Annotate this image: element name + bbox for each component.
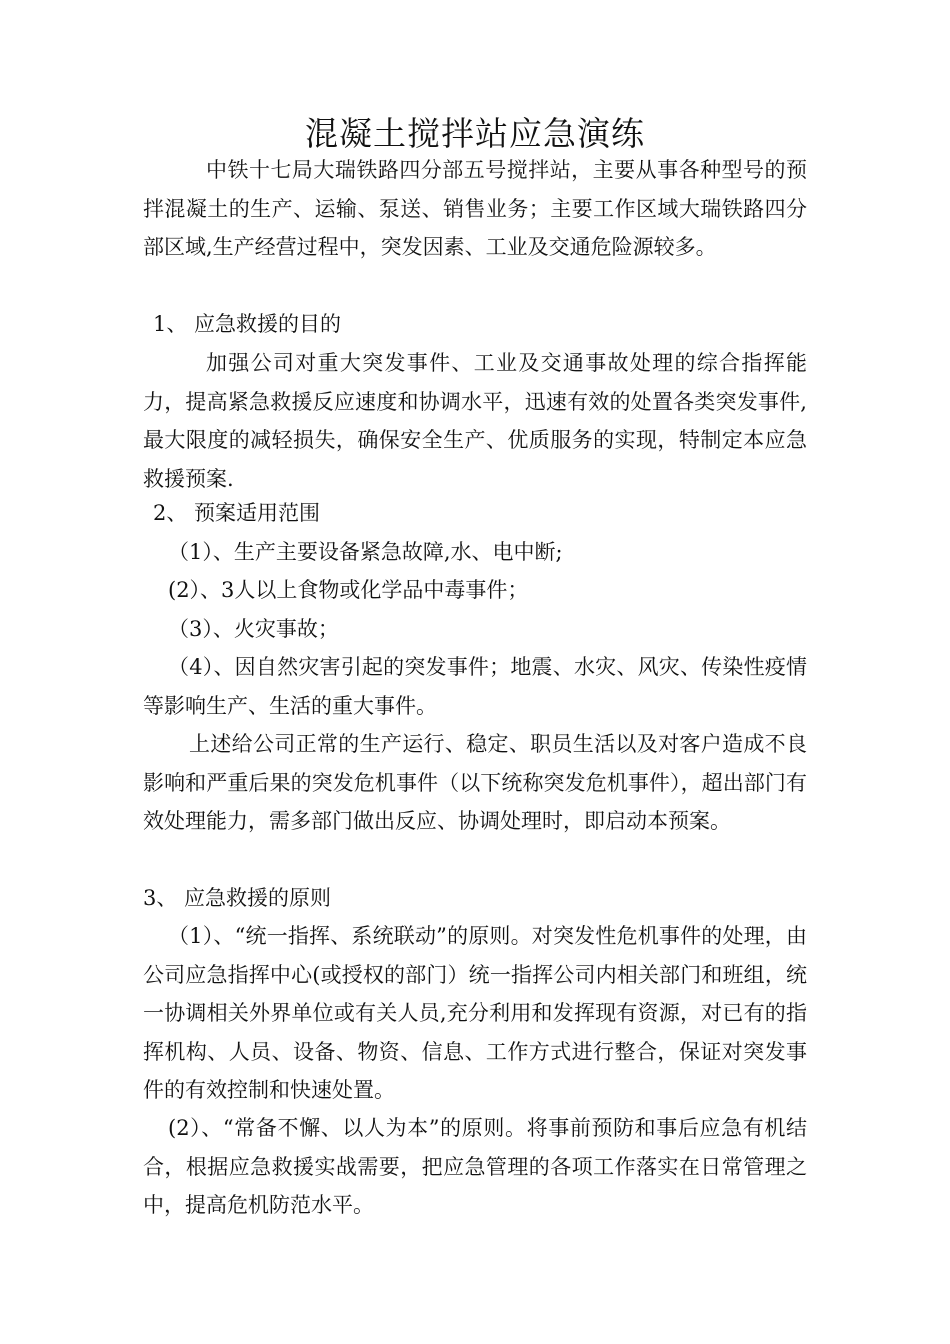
intro-paragraph: 中铁十七局大瑞铁路四分部五号搅拌站，主要从事各种型号的预拌混凝土的生产、运输、泵送、销售业务；主要工作区域大瑞铁路四分部区域,生产经营过程中，突发因素、工业及交通危险源较多。 — [143, 158, 807, 259]
section-1-heading: 1、 应急救援的目的 — [153, 312, 342, 336]
scope-summary: 上述给公司正常的生产运行、稳定、职员生活以及对客户造成不良影响和严重后果的突发危机事件（以下统称突发危机事件），超出部门有效处理能力，需多部门做出反应、协调处理时，即启动本预案。 — [143, 732, 807, 833]
scope-item-1: （1）、生产主要设备紧急故障,水、电中断; — [168, 540, 563, 564]
section-2-heading: 2、 预案适用范围 — [153, 501, 321, 525]
document-title: 混凝土搅拌站应急演练 — [305, 114, 645, 153]
principle-1: （1）、“统一指挥、系统联动”的原则。对突发性危机事件的处理，由公司应急指挥中心(或授权的部门）统一指挥公司内相关部门和班组，统一协调相关外界单位或有关人员,充分利用和发挥现有资源，对已有的指挥机构、人员、设备、物资、信息、工作方式进行整合，保证对突发事件的有效控制和快速处置。 — [143, 924, 807, 1102]
scope-item-3: （3）、火灾事故； — [168, 617, 339, 641]
principle-2: (2）、“常备不懈、以人为本”的原则。将事前预防和事后应急有机结合，根据应急救援实战需要，把应急管理的各项工作落实在日常管理之中，提高危机防范水平。 — [143, 1116, 807, 1217]
section-1-body: 加强公司对重大突发事件、工业及交通事故处理的综合指挥能力，提高紧急救援反应速度和协调水平，迅速有效的处置各类突发事件,最大限度的减轻损失，确保安全生产、优质服务的实现，特制定本应急救援预案. — [143, 351, 807, 491]
scope-item-4: （4）、因自然灾害引起的突发事件；地震、水灾、风灾、传染性疫情等影响生产、生活的重大事件。 — [143, 655, 807, 718]
section-3-heading: 3、 应急救援的原则 — [143, 886, 332, 910]
scope-item-2: (2）、3人以上食物或化学品中毒事件； — [168, 578, 529, 602]
